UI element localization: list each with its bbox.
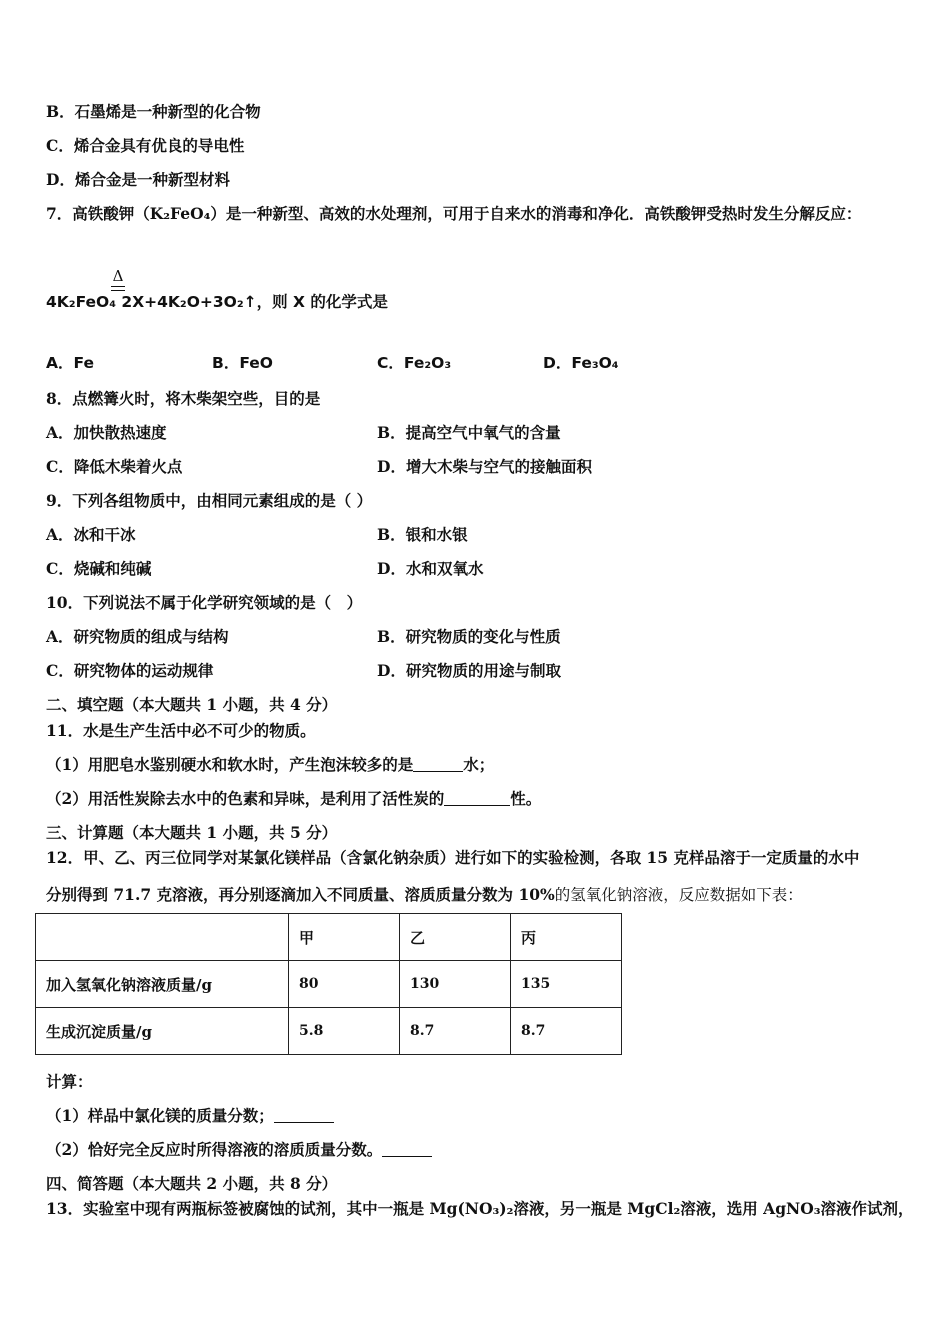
table-header-cell: 乙	[400, 914, 511, 961]
q10-option-d: D．研究物质的用途与制取	[377, 661, 561, 680]
q13-stem: 13．实验室中现有两瓶标签被腐蚀的试剂，其中一瓶是 Mg(NO₃)₂溶液，另一瓶是 MgCl₂溶液，选用 AgNO₃溶液作试剂，	[46, 1199, 914, 1218]
table-row-label: 加入氢氧化钠溶液质量/g	[36, 961, 289, 1008]
q8-option-c: C．降低木柴着火点	[46, 457, 183, 476]
q6-option-d: D．烯合金是一种新型材料	[46, 170, 230, 189]
table-cell: 8.7	[511, 1008, 622, 1055]
table-cell: 8.7	[400, 1008, 511, 1055]
section-2-heading: 二、填空题（本大题共 1 小题，共 4 分）	[46, 695, 338, 714]
q11-2-text: （2）用活性炭除去水中的色素和异味，是利用了活性炭的	[46, 789, 445, 808]
q8-option-d: D．增大木柴与空气的接触面积	[377, 457, 592, 476]
table-cell: 5.8	[289, 1008, 400, 1055]
table-header-cell: 丙	[511, 914, 622, 961]
q10-stem: 10．下列说法不属于化学研究领域的是（ ）	[46, 593, 363, 612]
q6-option-c: C．烯合金具有优良的导电性	[46, 136, 245, 155]
calc-1-text: （1）样品中氯化镁的质量分数；	[46, 1106, 274, 1125]
section-4-heading: 四、简答题（本大题共 2 小题，共 8 分）	[46, 1174, 338, 1193]
table-header-cell	[36, 914, 289, 961]
q12-line-1: 12．甲、乙、丙三位同学对某氯化镁样品（含氯化钠杂质）进行如下的实验检测，各取 15 克样品溶于一定质量的水中	[46, 848, 860, 867]
q11-1-text: （1）用肥皂水鉴别硬水和软水时，产生泡沫较多的是	[46, 755, 414, 774]
table-cell: 135	[511, 961, 622, 1008]
q7-equation: 4K₂FeO₄ 2X+4K₂O+3O₂↑，则 X 的化学式是	[46, 293, 388, 311]
table-cell: 130	[400, 961, 511, 1008]
q9-option-b: B．银和水银	[377, 525, 468, 544]
answer-blank[interactable]	[382, 1142, 432, 1157]
q8-stem: 8．点燃篝火时，将木柴架空些，目的是	[46, 389, 321, 408]
table-row	[36, 961, 622, 1008]
q12-line-2-bold: 分别得到 71.7 克溶液，再分别逐滴加入不同质量、溶质质量分数为 10%	[46, 885, 555, 904]
q7-stem: 7．高铁酸钾（K₂FeO₄）是一种新型、高效的水处理剂，可用于自来水的消毒和净化．高铁酸钾受热时发生分解反应：	[46, 204, 862, 223]
reaction-data-table	[35, 913, 622, 1055]
q12-line-2-light: 的氢氧化钠溶液，反应数据如下表：	[554, 886, 803, 904]
q9-stem: 9．下列各组物质中，由相同元素组成的是（ ）	[46, 491, 373, 510]
q7-option-c: C．Fe₂O₃	[377, 354, 452, 372]
delta-heat-symbol: Δ	[112, 267, 124, 285]
q9-option-d: D．水和双氧水	[377, 559, 484, 578]
q11-2-suffix: 性。	[510, 789, 542, 808]
q11-1-suffix: 水；	[463, 755, 495, 774]
q7-option-d: D．Fe₃O₄	[543, 354, 619, 372]
calc-part-1	[46, 1106, 334, 1126]
answer-blank[interactable]	[444, 791, 510, 806]
answer-blank[interactable]	[413, 757, 463, 772]
table-header-cell: 甲	[289, 914, 400, 961]
calc-label: 计算：	[46, 1072, 93, 1091]
q7-option-b: B．FeO	[212, 354, 273, 372]
q10-option-a: A．研究物质的组成与结构	[46, 627, 229, 646]
table-row-label: 生成沉淀质量/g	[36, 1008, 289, 1055]
q10-option-c: C．研究物体的运动规律	[46, 661, 214, 680]
q7-option-a: A．Fe	[46, 354, 94, 372]
answer-blank[interactable]	[274, 1108, 334, 1123]
q9-option-a: A．冰和干冰	[46, 525, 136, 544]
q10-option-b: B．研究物质的变化与性质	[377, 627, 561, 646]
q11-part-1	[46, 755, 494, 775]
calc-part-2	[46, 1140, 432, 1160]
section-3-heading: 三、计算题（本大题共 1 小题，共 5 分）	[46, 823, 338, 842]
equals-arrow-icon	[111, 286, 125, 291]
table-row	[36, 1008, 622, 1055]
table-header-row	[36, 914, 622, 961]
q12-line-2	[46, 885, 803, 905]
q6-option-b: B．石墨烯是一种新型的化合物	[46, 102, 261, 121]
calc-2-text: （2）恰好完全反应时所得溶液的溶质质量分数。	[46, 1140, 383, 1159]
q9-option-c: C．烧碱和纯碱	[46, 559, 152, 578]
q11-part-2	[46, 789, 541, 809]
q8-option-b: B．提高空气中氧气的含量	[377, 423, 561, 442]
table-cell: 80	[289, 961, 400, 1008]
q11-stem: 11．水是生产生活中必不可少的物质。	[46, 721, 316, 740]
q8-option-a: A．加快散热速度	[46, 423, 167, 442]
